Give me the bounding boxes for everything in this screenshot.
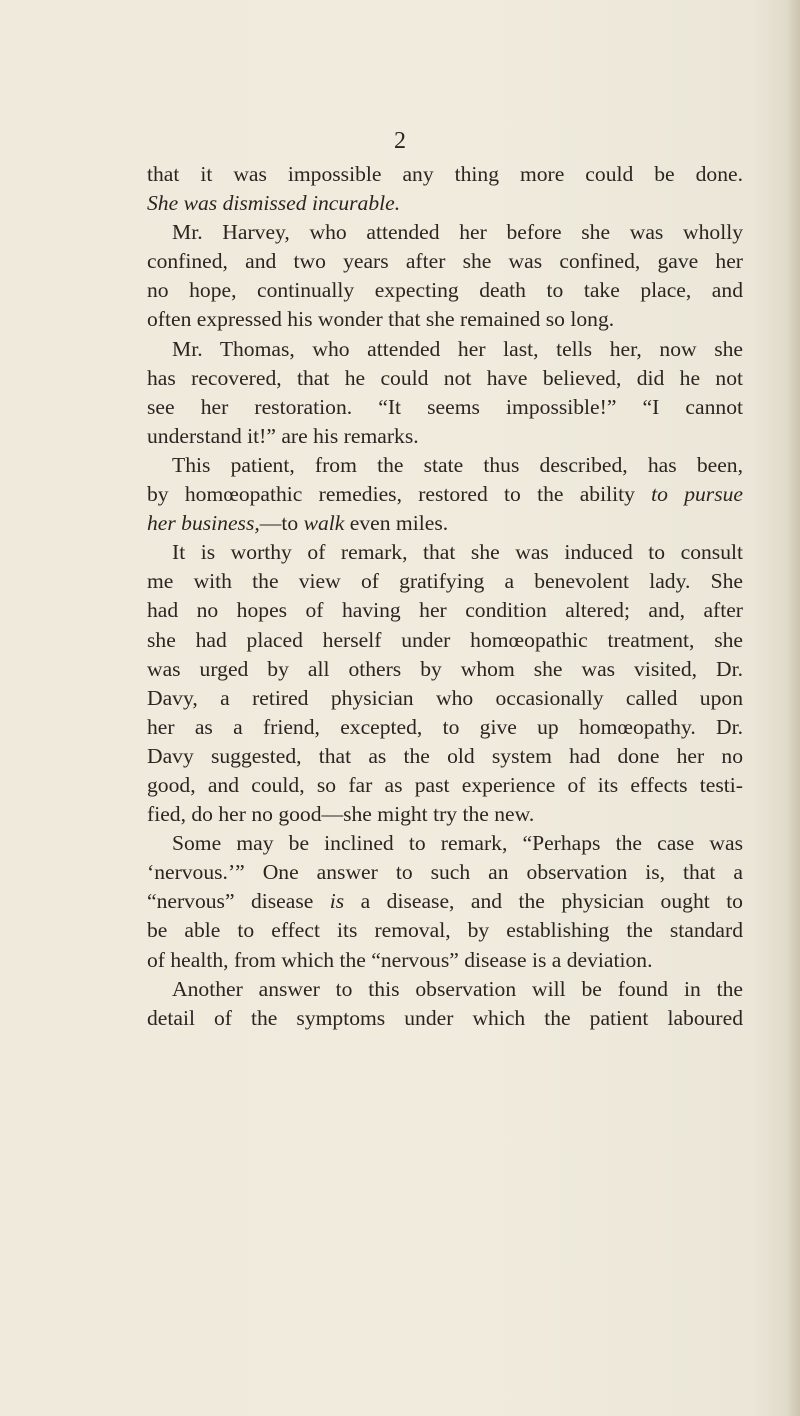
text-line: she had placed herself under homœopathic treatment, she <box>147 627 743 652</box>
text-line: has recovered, that he could not have believed, did he not <box>147 365 743 390</box>
text-line: Davy, a retired physician who occasionally called upon <box>147 685 743 710</box>
text-line: her as a friend, excepted, to give up homœopathy. Dr. <box>147 714 743 739</box>
text-line: Some may be inclined to remark, “Perhaps the case was <box>172 831 743 856</box>
text-line: detail of the symptoms under which the patient laboured <box>147 1005 743 1030</box>
text-line: often expressed his wonder that she remained so long. <box>147 307 615 332</box>
text-line: me with the view of gratifying a benevolent lady. She <box>147 569 743 594</box>
text-line: Mr. Thomas, who attended her last, tells her, now she <box>172 336 743 361</box>
text-line: Mr. Harvey, who attended her before she was wholly <box>172 220 743 245</box>
text-line: that it was impossible any thing more could be done. <box>147 162 743 186</box>
page-number: 2 <box>394 128 406 154</box>
text-line: ‘nervous.’” One answer to such an observation is, that a <box>147 860 743 885</box>
text-line: “nervous” disease is a disease, and the physician ought to <box>147 889 743 914</box>
text-line: good, and could, so far as past experience of its effects testi- <box>147 772 743 797</box>
text-line: understand it!” are his remarks. <box>147 423 419 448</box>
text-line: Davy suggested, that as the old system had done her no <box>147 743 743 768</box>
text-line: be able to effect its removal, by establishing the standard <box>147 918 743 943</box>
text-line: was urged by all others by whom she was visited, Dr. <box>147 656 743 681</box>
text-line: This patient, from the state thus described, has been, <box>172 452 743 477</box>
text-line: She was dismissed incurable. <box>147 191 401 216</box>
text-line: no hope, continually expecting death to take place, and <box>147 278 743 303</box>
text-line: confined, and two years after she was confined, gave her <box>147 249 743 274</box>
text-line: It is worthy of remark, that she was induced to consult <box>172 540 743 565</box>
text-line: of health, from which the “nervous” disease is a deviation. <box>147 947 653 972</box>
text-line: fied, do her no good—she might try the new. <box>147 802 535 827</box>
text-line: her business,—to walk even miles. <box>147 511 449 536</box>
text-line: by homœopathic remedies, restored to the ability to pursue <box>147 482 743 507</box>
text-line: had no hopes of having her condition altered; and, after <box>147 598 743 623</box>
text-line: Another answer to this observation will be found in the <box>172 976 743 1001</box>
text-line: see her restoration. “It seems impossible!” “I cannot <box>147 394 743 419</box>
body-text <box>147 160 743 1033</box>
page-edge-shadow <box>786 0 800 1416</box>
